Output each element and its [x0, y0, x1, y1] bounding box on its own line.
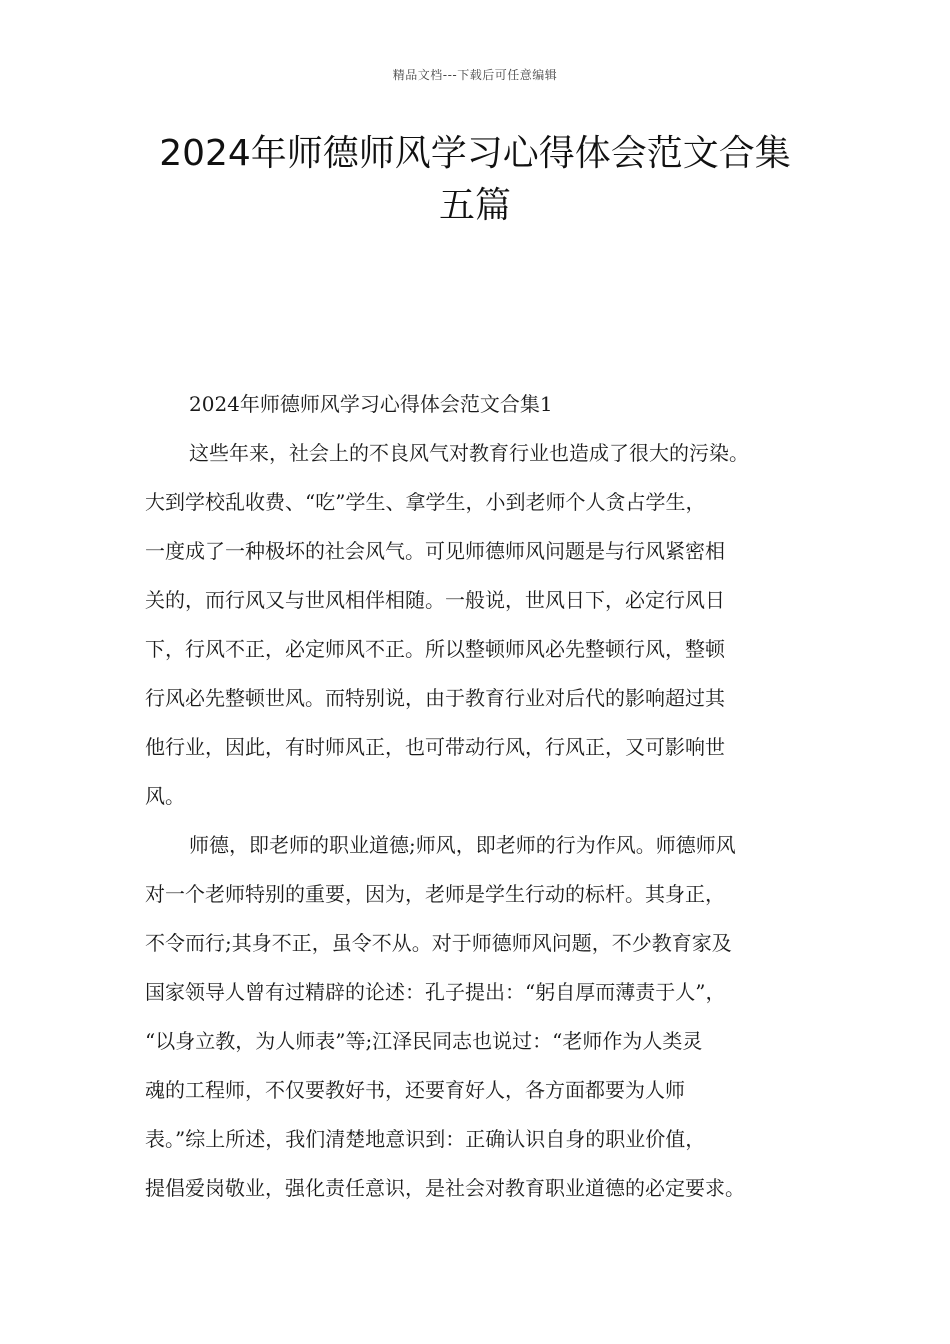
- paragraph: [145, 429, 825, 821]
- paragraph-line: 行风必先整顿世风。而特别说，由于教育行业对后代的影响超过其: [145, 686, 725, 710]
- paragraph-line: 魂的工程师，不仅要教好书，还要育好人，各方面都要为人师: [145, 1078, 685, 1102]
- paragraph-line: 师德，即老师的职业道德;师风，即老师的行为作风。师德师风: [189, 833, 736, 857]
- paragraph-line: 对一个老师特别的重要，因为，老师是学生行动的标杆。其身正，: [145, 882, 725, 906]
- document-title-line: 2024年师德师风学习心得体会范文合集: [159, 133, 791, 174]
- paragraph-line: 不令而行;其身不正，虽令不从。对于师德师风问题，不少教育家及: [145, 931, 732, 955]
- paragraph-line: 他行业，因此，有时师风正，也可带动行风，行风正，又可影响世: [145, 735, 725, 759]
- document-title: [100, 128, 850, 232]
- document-title-line: 五篇: [438, 185, 511, 226]
- paragraph-line: 关的，而行风又与世风相伴相随。一般说，世风日下，必定行风日: [145, 588, 725, 612]
- paragraph-line: 表。”综上所述，我们清楚地意识到：正确认识自身的职业价值，: [145, 1127, 706, 1151]
- paragraph: [145, 821, 825, 1213]
- page-header-note: 精品文档---下载后可任意编辑: [392, 68, 558, 82]
- section-title: 2024年师德师风学习心得体会范文合集1: [189, 392, 553, 416]
- document-body: [145, 380, 825, 1213]
- paragraph-line: 提倡爱岗敬业，强化责任意识，是社会对教育职业道德的必定要求。: [145, 1176, 745, 1200]
- paragraph-line: “以身立教，为人师表”等;江泽民同志也说过：“老师作为人类灵: [145, 1029, 703, 1053]
- paragraph-line: 下，行风不正，必定师风不正。所以整顿师风必先整顿行风，整顿: [145, 637, 725, 661]
- paragraph-line: 国家领导人曾有过精辟的论述：孔子提出：“躬自厚而薄责于人”，: [145, 980, 726, 1004]
- paragraph-line: 风。: [145, 784, 185, 808]
- paragraph-line: 大到学校乱收费、“吃”学生、拿学生，小到老师个人贪占学生，: [145, 490, 706, 514]
- paragraph-line: 这些年来，社会上的不良风气对教育行业也造成了很大的污染。: [189, 441, 749, 465]
- paragraph-line: 一度成了一种极坏的社会风气。可见师德师风问题是与行风紧密相: [145, 539, 725, 563]
